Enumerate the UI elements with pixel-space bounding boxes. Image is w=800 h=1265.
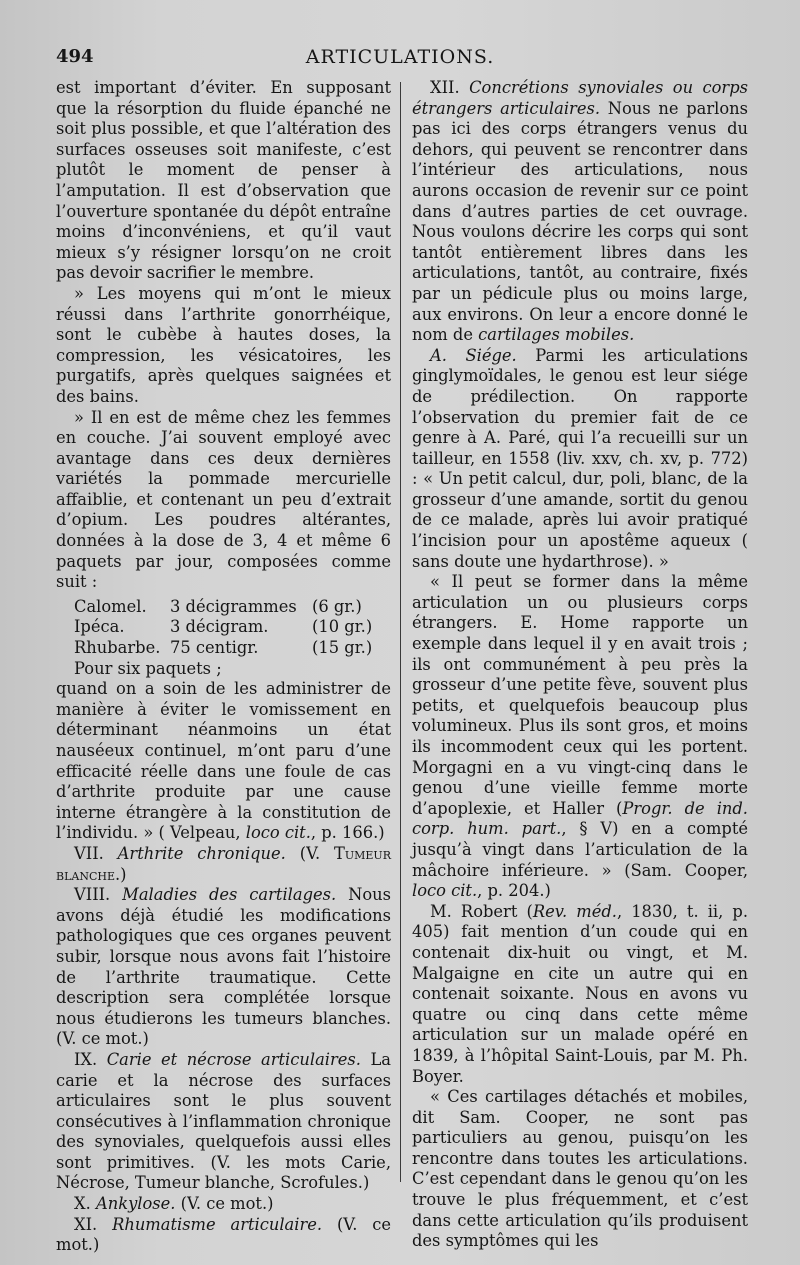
subsection-title: A. Siége.	[430, 345, 517, 365]
citation: loco cit.	[245, 823, 311, 843]
column-divider	[400, 82, 401, 1182]
section-number: X.	[74, 1194, 91, 1214]
section-xii	[412, 78, 748, 346]
dosage-amount: 3 décigram.	[170, 617, 269, 637]
quotation: « Ces cartilages détachés et mobiles, dit Sam. Cooper, ne sont pas particuliers au genou, puisqu’on les rencontre dans toutes les articulations. C’est cependant dans le genou qu’on les trouve le plus fréquemment, et c’est dans cette articulation qu’ils produisent des symptômes qui les	[412, 1087, 748, 1251]
paragraph: Pour six paquets ;	[74, 658, 222, 678]
cross-reference: (V. Tumeur blanche.)	[56, 843, 391, 884]
cross-reference: (V. ce mot.)	[180, 1194, 274, 1214]
paragraph: » Les moyens qui m’ont le mieux réussi dans l’arthrite gonorrhéique, sont le cubèbe à hautes doses, la compression, les vésicatoires, les purgatifs, après quelques saignées et des bains.	[56, 283, 391, 406]
section-title: Ankylose.	[95, 1194, 176, 1214]
section-title: Carie et nécrose articulaires.	[106, 1049, 361, 1069]
section-number: IX.	[74, 1049, 98, 1069]
subsection-text: Parmi les articulations ginglymoïdales, le genou est leur siége de prédilection. On rapporte l’observation du premier fait de ce genre à A. Paré, qui l’a recueilli sur un tailleur, en 1558 (liv. xxv, ch. xv, p. 772) : « Un petit calcul, dur, poli, blanc, de la grosseur d’une amande, sortit du genou de ce malade, après lui avoir pratiqué l’incision pour un apostême aqueux ( sans doute une hydarthrose). »	[412, 345, 748, 571]
section-number: VIII.	[74, 885, 111, 905]
section-title: Concrétions synoviales ou corps étrangers articulaires.	[412, 78, 748, 118]
dosage-drug: Rhubarbe.	[74, 638, 161, 658]
section-title: Arthrite chronique.	[117, 843, 286, 863]
text: quand on a soin de les administrer de manière à éviter le vomissement en déterminant néanmoins un état nauséeux continuel, m’ont paru d’une efficacité réelle dans une foule de cas d’arthrite produite par une cause interne étrangère à la constitution de l’individu. » ( Velpeau,	[56, 679, 391, 843]
section-viii	[56, 885, 391, 1050]
section-number: XII.	[430, 78, 460, 97]
paragraph: » Il en est de même chez les femmes en couche. J’ai souvent employé avec avantage dans ces deux dernières variétés la pommade mercurielle affaiblie, et contenant un peu d’extrait d’opium. Les poudres altérantes, données à la dose de 3, 4 et même 6 paquets par jour, composées comme suit :	[56, 407, 391, 592]
quotation	[412, 572, 748, 902]
page-number: 494	[56, 46, 94, 67]
dosage-grains: (15 gr.)	[312, 638, 373, 658]
dosage-grains: (6 gr.)	[312, 596, 362, 616]
text: M. Robert (	[430, 901, 533, 921]
dosage-drug: Ipéca.	[74, 617, 125, 637]
left-column	[56, 78, 391, 1256]
paragraph	[56, 679, 391, 844]
text: , 1830, t. ii, p. 405) fait mention d’un coude qui en contenait dix-huit ou vingt, et M. Malgaigne en cite un autre qui en contenait soixante. Nous en avons vu quatre ou cinq dans cette même articulation sur un malade opéré en 1839, à l’hôpital Saint-Louis, par M. Ph. Boyer.	[412, 901, 748, 1086]
text: « Il peut se former dans la même articulation un ou plusieurs corps étrangers. E. Home rapporte un exemple dans lequel il y en avait trois ; ils ont communément à peu près la grosseur d’une petite fève, souvent plus petits, et quelquefois beaucoup plus volumineux. Plus ils sont gros, et moins ils incommodent ceux qui les portent. Morgagni en a vu vingt-cinq dans le genou d’une vieille femme morte d’apoplexie, et Haller (	[412, 572, 748, 818]
subsection-a	[412, 346, 748, 573]
dosage-drug: Calomel.	[74, 596, 147, 616]
right-column	[412, 78, 748, 1252]
citation: Progr. de ind. corp. hum. part.	[412, 798, 748, 839]
text: , p. 204.)	[477, 881, 551, 901]
dosage-table	[74, 597, 391, 659]
running-title: ARTICULATIONS.	[305, 46, 495, 68]
dosage-amount: 75 centigr.	[170, 638, 259, 658]
term: cartilages mobiles.	[478, 325, 635, 345]
section-title: Maladies des cartilages.	[122, 885, 337, 905]
text: , § V) en a compté jusqu’à vingt dans l’articulation de la mâchoire inférieure. » (Sam. Cooper,	[412, 819, 748, 880]
section-vii	[56, 844, 391, 885]
cross-reference: (V. ce mot.)	[56, 1214, 391, 1255]
paragraph: est important d’éviter. En supposant que la résorption du fluide épanché ne soit plus possible, et que l’altération des surfaces osseuses soit manifeste, c’est plutôt le moment de penser à l’amputation. Il est d’observation que l’ouverture spontanée du dépôt entraîne moins d’inconvéniens, et qu’il vaut mieux s’y résigner lorsqu’on ne croit pas devoir sacrifier le membre.	[56, 78, 391, 283]
text: , p. 166.)	[310, 823, 385, 843]
page-header	[56, 46, 744, 72]
dosage-amount: 3 décigrammes	[170, 596, 297, 616]
section-x	[56, 1194, 391, 1215]
section-text: Nous avons déjà étudié les modifications pathologiques que ces organes peuvent subir, lorsque nous avons fait l’histoire de l’arthrite traumatique. Cette description sera complétée lorsque nous étudierons les tumeurs blanches. (V. ce mot.)	[56, 885, 391, 1049]
section-title: Rhumatisme articulaire.	[112, 1214, 323, 1234]
section-xi	[56, 1215, 391, 1256]
section-number: VII.	[74, 843, 104, 863]
citation: loco cit.	[412, 881, 478, 901]
citation: Rev. méd.	[532, 901, 617, 921]
section-ix	[56, 1050, 391, 1194]
section-number: XI.	[74, 1214, 98, 1234]
section-text: Nous ne parlons pas ici des corps étrangers venus du dehors, qui peuvent se rencontrer dans l’intérieur des articulations, nous aurons occasion de revenir sur ce point dans d’autres parties de cet ouvrage. Nous voulons décrire les corps qui sont tantôt entièrement libres dans les articulations, tantôt, au contraire, fixés par un pédicule plus ou moins large, aux environs. On leur a encore donné le nom de	[412, 98, 748, 345]
paragraph	[412, 902, 748, 1087]
section-text: La carie et la nécrose des surfaces articulaires sont le plus souvent consécutives à l’inflammation chronique des synoviales, quelquefois aussi elles sont primitives. (V. les mots Carie, Nécrose, Tumeur blanche, Scrofules.)	[56, 1049, 391, 1193]
dosage-grains: (10 gr.)	[312, 617, 373, 637]
